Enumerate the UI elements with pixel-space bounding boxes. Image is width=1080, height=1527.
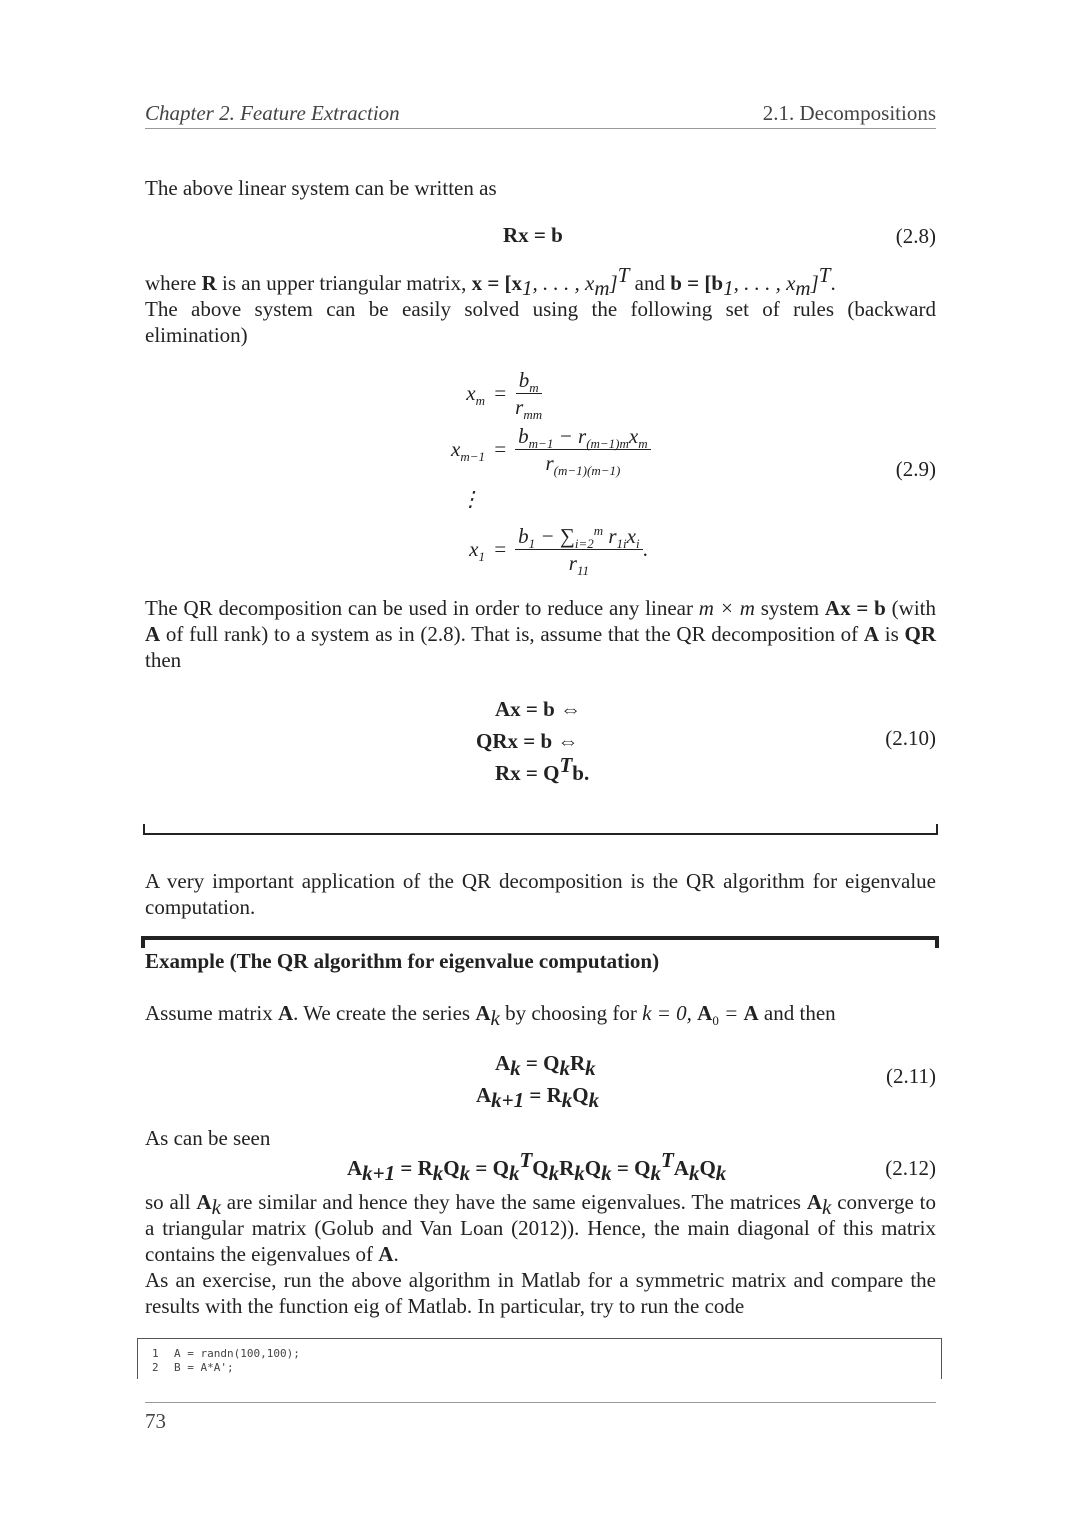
equation-number: (2.11)	[886, 1064, 936, 1088]
footer-rule	[145, 1402, 936, 1403]
code-listing	[137, 1338, 942, 1379]
running-header-section: 2.1. Decompositions	[762, 101, 936, 125]
paragraph: The QR decomposition can be used in order to reduce any linear m × m system Ax = b (with A of full rank) to a system as in (2.8). That is, assume that the QR decomposition of A is QR then	[145, 596, 937, 672]
code-line: 2 B = A*A';	[152, 1361, 234, 1374]
example-title: Example (The QR algorithm for eigenvalue computation)	[145, 949, 660, 973]
box-corner	[141, 936, 145, 948]
running-header-chapter: Chapter 2. Feature Extraction	[145, 101, 400, 125]
paragraph: A very important application of the QR decomposition is the QR algorithm for eigenvalue computation.	[145, 869, 936, 919]
equation-2-11: $A_k = Q_kR_k$ $A_{k+1} = R_kQ_k$	[476, 1051, 600, 1113]
box-corner	[936, 824, 938, 835]
equation-number: (2.8)	[895, 224, 936, 248]
paragraph: where R is an upper triangular matrix, $x = [x_1$, . . . , $x_m]^T$ and $b = [b_1$, . . . , $x_m]^T$. The above system can be easily solved using the following set of rules (backward elimination)	[145, 263, 936, 347]
paragraph: The above linear system can be written as	[145, 176, 497, 200]
equation-number: (2.10)	[885, 726, 936, 750]
paragraph: As can be seen	[145, 1126, 271, 1150]
example-top-rule	[141, 936, 939, 940]
box-bottom-rule	[143, 833, 938, 835]
equation-number: (2.12)	[885, 1156, 936, 1180]
box-corner	[143, 824, 145, 835]
paragraph: so all $A_k$ are similar and hence they have the same eigenvalues. The matrices $A_k$ converge to a triangular matrix (Golub and Van Loan (2012)). Hence, the main diagonal of this matrix contains the eigenvalues of A. As an exercise, run the above algorithm in Matlab for a symmetric matrix and compare the results with the function eig of Matlab. In particular, try to run the code	[145, 1190, 936, 1318]
code-line: 1 A = randn(100,100);	[152, 1347, 300, 1360]
equation-2-9: $x_m$ = $\frac{b_m}{r_{mm}}$ $x_{m-1}$ = $\frac{b_{m-1} - r_{(m-1)m}x_m}{r_{(m-1)(m-1)}}$ ⋮ $x_1$ = $\frac{b_1 - \sum_{i=2}^m r_{1i}x_i}{r_{11}}$ .	[410, 365, 690, 577]
box-corner	[935, 936, 939, 948]
equation-number: (2.9)	[895, 457, 936, 481]
paragraph: Assume matrix A. We create the series $A_k$ by choosing for k = 0, $A_0 = A$ and then	[145, 1001, 836, 1031]
equation-2-10: Ax = b ⇔ QRx = b ⇔ $Rx = Q^Tb$.	[476, 697, 590, 785]
equation-2-8: Rx = b	[503, 223, 563, 247]
page-number: 73	[145, 1409, 166, 1433]
header-rule	[145, 128, 936, 129]
equation-2-12: $A_{k+1} = R_kQ_k = Q_k^TQ_kR_kQ_k = Q_k^TA_kQ_k$	[347, 1148, 727, 1186]
